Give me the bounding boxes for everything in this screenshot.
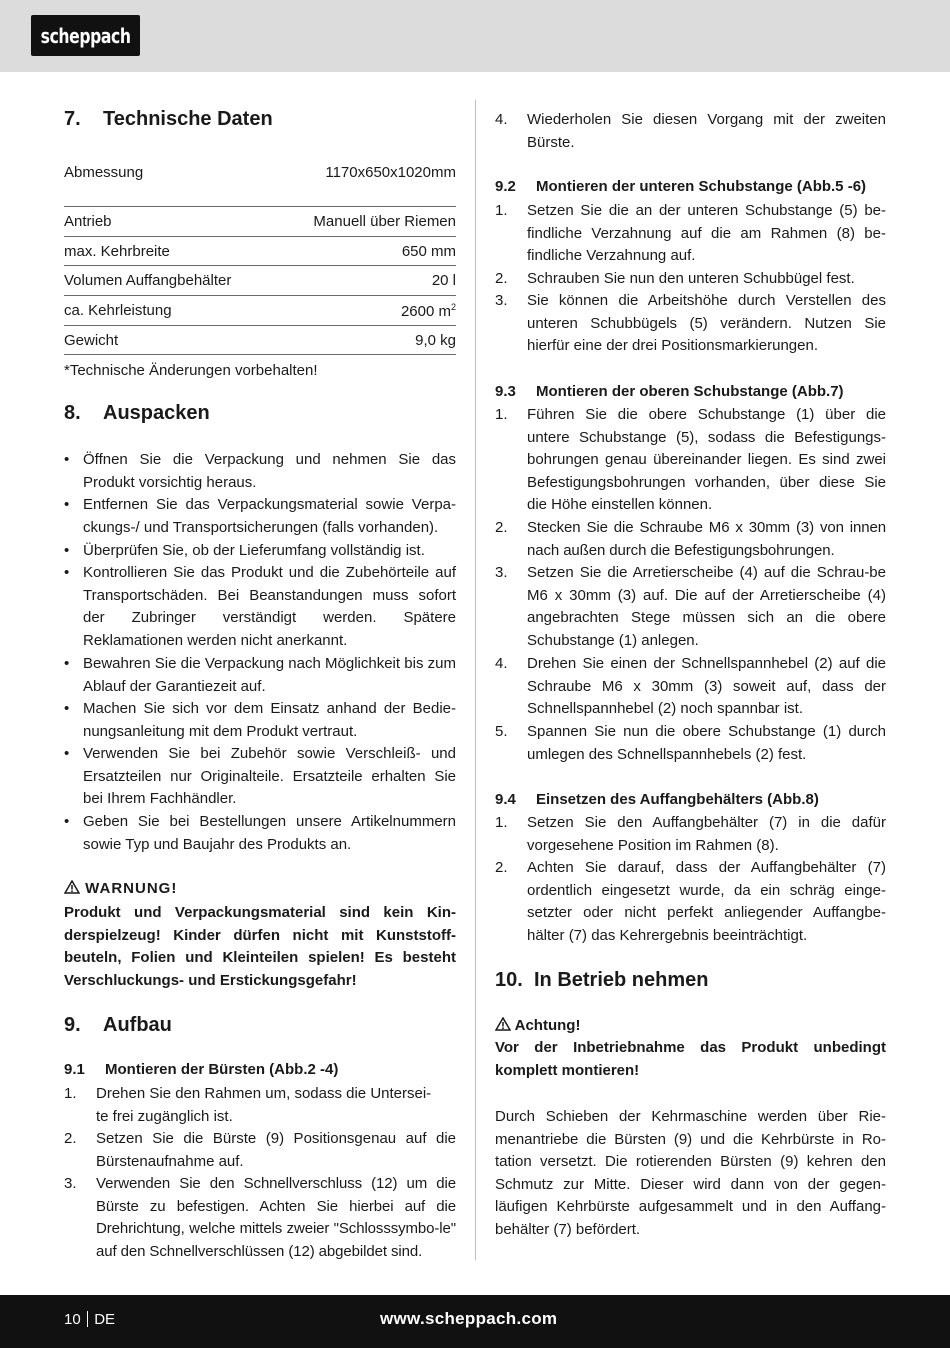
section-number: 9. <box>64 1014 81 1036</box>
spec-value: 20 l <box>431 272 456 289</box>
body-paragraph: Durch Schieben der Kehrmaschine werden über Rie-menantriebe die Bürsten (9) und die Kehrbürste in Ro-tation versetzt. Die rotierenden Bürsten (9) kehren den Schmutz zur Mitte. Dieser wird dann von der gegen-läufigen Kehrbürste aufgesammelt und in den Auffang-behälter (7) befördert. <box>495 1108 886 1238</box>
brand-logo: scheppach <box>31 15 140 56</box>
page-footer <box>0 1295 950 1348</box>
page-number: 10 DE <box>64 1311 116 1328</box>
list-item: • Geben Sie bei Bestellungen unsere Artikelnummern sowie Typ und Baujahr des Produkts an. <box>64 813 456 853</box>
spec-label: Antrieb <box>64 213 112 230</box>
list-item: • Kontrollieren Sie das Produkt und die Zubehörteile auf Transportschäden. Bei Beanstandungen muss sofort der Zubringer verständigt werden. Spätere Reklamationen werden nicht anerkannt. <box>64 564 456 649</box>
subsection-9-4-heading: 9.4 Einsetzen des Auffangbehälters (Abb.8) <box>495 791 819 808</box>
spec-row <box>64 295 456 319</box>
spec-value: 1170x650x1020mm <box>325 164 456 181</box>
list-item: 4. Drehen Sie einen der Schnellspannhebel (2) auf die Schraube M6 x 30mm (3) soweit auf, dass der Schnellspannhebel (2) noch spannbar ist. <box>495 655 886 718</box>
list-item: 3. Sie können die Arbeitshöhe durch Verstellen des unteren Schubbügels (5) verändern. Nutzen Sie hierfür eine der drei Positionsmarkierungen. <box>495 292 886 355</box>
spec-row <box>64 265 456 289</box>
section-9-heading <box>64 1014 172 1037</box>
spec-label: max. Kehrbreite <box>64 243 170 260</box>
section-number: 8. <box>64 402 81 424</box>
spec-row <box>64 206 456 230</box>
list-item: 1. Setzen Sie die an der unteren Schubstange (5) be-findliche Verzahnung auf die am Rahmen (8) be-findliche Verzahnung auf. <box>495 202 886 265</box>
list-item: 2. Stecken Sie die Schraube M6 x 30mm (3) von innen nach außen durch die Befestigungsbohrungen. <box>495 519 886 559</box>
spec-row <box>64 325 456 349</box>
section-8-heading <box>64 402 210 425</box>
list-item: • Entfernen Sie das Verpackungsmaterial sowie Verpa-ckungs-/ und Transportsicherungen (falls vorhanden). <box>64 496 456 536</box>
spec-row <box>64 236 456 260</box>
list-item: 1. Führen Sie die obere Schubstange (1) über die untere Schubstange (5), sodass die Befestigungs-bohrungen genau übereinander liegen. Es sind zwei Befestigungsbohrungen vorhanden, über diese Sie die Höhe einstellen können. <box>495 406 886 514</box>
spec-value: Manuell über Riemen <box>313 213 456 230</box>
list-item: 2. Achten Sie darauf, dass der Auffangbehälter (7) ordentlich eingesetzt wurde, da ein schräg einge-setzter oder nicht perfekt anliegender Auffangbe-hälter (7) das Kehrergebnis beeinträchtigt. <box>495 859 886 944</box>
list-item: 1. Setzen Sie den Auffangbehälter (7) in die dafür vorgesehene Position im Rahmen (8). <box>495 814 886 854</box>
list-item: • Überprüfen Sie, ob der Lieferumfang vollständig ist. <box>64 542 425 559</box>
section-title: Technische Daten <box>103 108 273 130</box>
section-number: 10. <box>495 969 523 991</box>
section-10-heading <box>495 969 708 992</box>
spec-value: 650 mm <box>401 243 456 260</box>
website-link[interactable]: www.scheppach.com <box>380 1309 558 1328</box>
list-item: 1. Drehen Sie den Rahmen um, sodass die Untersei- te frei zugänglich ist. <box>64 1085 432 1125</box>
subsection-9-3-heading: 9.3 Montieren der oberen Schubstange (Abb.7) <box>495 383 844 400</box>
section-title: Auspacken <box>103 402 210 424</box>
spec-value: 2600 $m^2$ <box>400 302 456 320</box>
section-title: In Betrieb nehmen <box>534 969 709 991</box>
warning-triangle-icon <box>495 1017 511 1034</box>
warning-heading: WARNUNG! <box>64 880 177 897</box>
section-number: 7. <box>64 108 81 130</box>
list-item: 3. Verwenden Sie den Schnellverschluss (12) um die Bürste zu befestigen. Achten Sie hierbei auf die Drehrichtung, welche mittels zweier "Schlosssymbo-le" auf den Schnellverschlüssen (12) abgebildet sind. <box>64 1175 456 1260</box>
spec-label: Abmessung <box>64 164 144 181</box>
section-7-heading <box>64 108 273 131</box>
list-item: 5. Spannen Sie nun die obere Schubstange (1) durch umlegen des Schnellspannhebels (2) fest. <box>495 723 886 763</box>
spec-label: Gewicht <box>64 332 119 349</box>
subsection-9-1-heading: 9.1 Montieren der Bürsten (Abb.2 -4) <box>64 1061 339 1078</box>
list-item: • Bewahren Sie die Verpackung nach Möglichkeit bis zum Ablauf der Garantiezeit auf. <box>64 655 456 695</box>
list-item: 2. Schrauben Sie nun den unteren Schubbügel fest. <box>495 270 855 287</box>
column-divider <box>475 100 476 1260</box>
list-item: • Verwenden Sie bei Zubehör sowie Verschleiß- und Ersatzteilen nur Originalteile. Ersatzteile erhalten Sie bei Ihrem Fachhändler. <box>64 745 456 808</box>
list-item: • Machen Sie sich vor dem Einsatz anhand der Bedie-nungsanleitung mit dem Produkt vertraut. <box>64 700 456 740</box>
spec-label: ca. Kehrleistung <box>64 302 172 319</box>
section-title: Aufbau <box>103 1014 172 1036</box>
spec-value: 9,0 kg <box>415 332 456 349</box>
list-item: 4. Wiederholen Sie diesen Vorgang mit der zweiten Bürste. <box>495 111 886 151</box>
list-item: 3. Setzen Sie die Arretierscheibe (4) auf die Schrau-be M6 x 30mm (3) auf. Die auf der Arretierscheibe (4) angebrachten Stege müssen sich an die obere Schubstange (1) anlegen. <box>495 564 886 649</box>
spec-row <box>64 164 456 181</box>
warning-text: Produkt und Verpackungsmaterial sind kein Kin-derspielzeug! Kinder dürfen nicht mit Kunststoff-beuteln, Folien und Kleinteilen spielen! Es besteht Verschluckungs- und Erstickungsgefahr! <box>64 904 456 989</box>
spec-label: Volumen Auffangbehälter <box>64 272 232 289</box>
list-item: • Öffnen Sie die Verpackung und nehmen Sie das Produkt vorsichtig heraus. <box>64 451 456 491</box>
warning-triangle-icon <box>64 880 80 897</box>
list-item: 2. Setzen Sie die Bürste (9) Positionsgenau auf die Bürstenaufnahme auf. <box>64 1130 456 1170</box>
subsection-9-2-heading: 9.2 Montieren der unteren Schubstange (Abb.5 -6) <box>495 178 867 195</box>
caution-text: Vor der Inbetriebnahme das Produkt unbedingt komplett montieren! <box>495 1039 886 1079</box>
caution-heading: Achtung! <box>495 1017 580 1034</box>
spec-note: *Technische Änderungen vorbehalten! <box>64 354 456 379</box>
page-header <box>0 0 950 72</box>
